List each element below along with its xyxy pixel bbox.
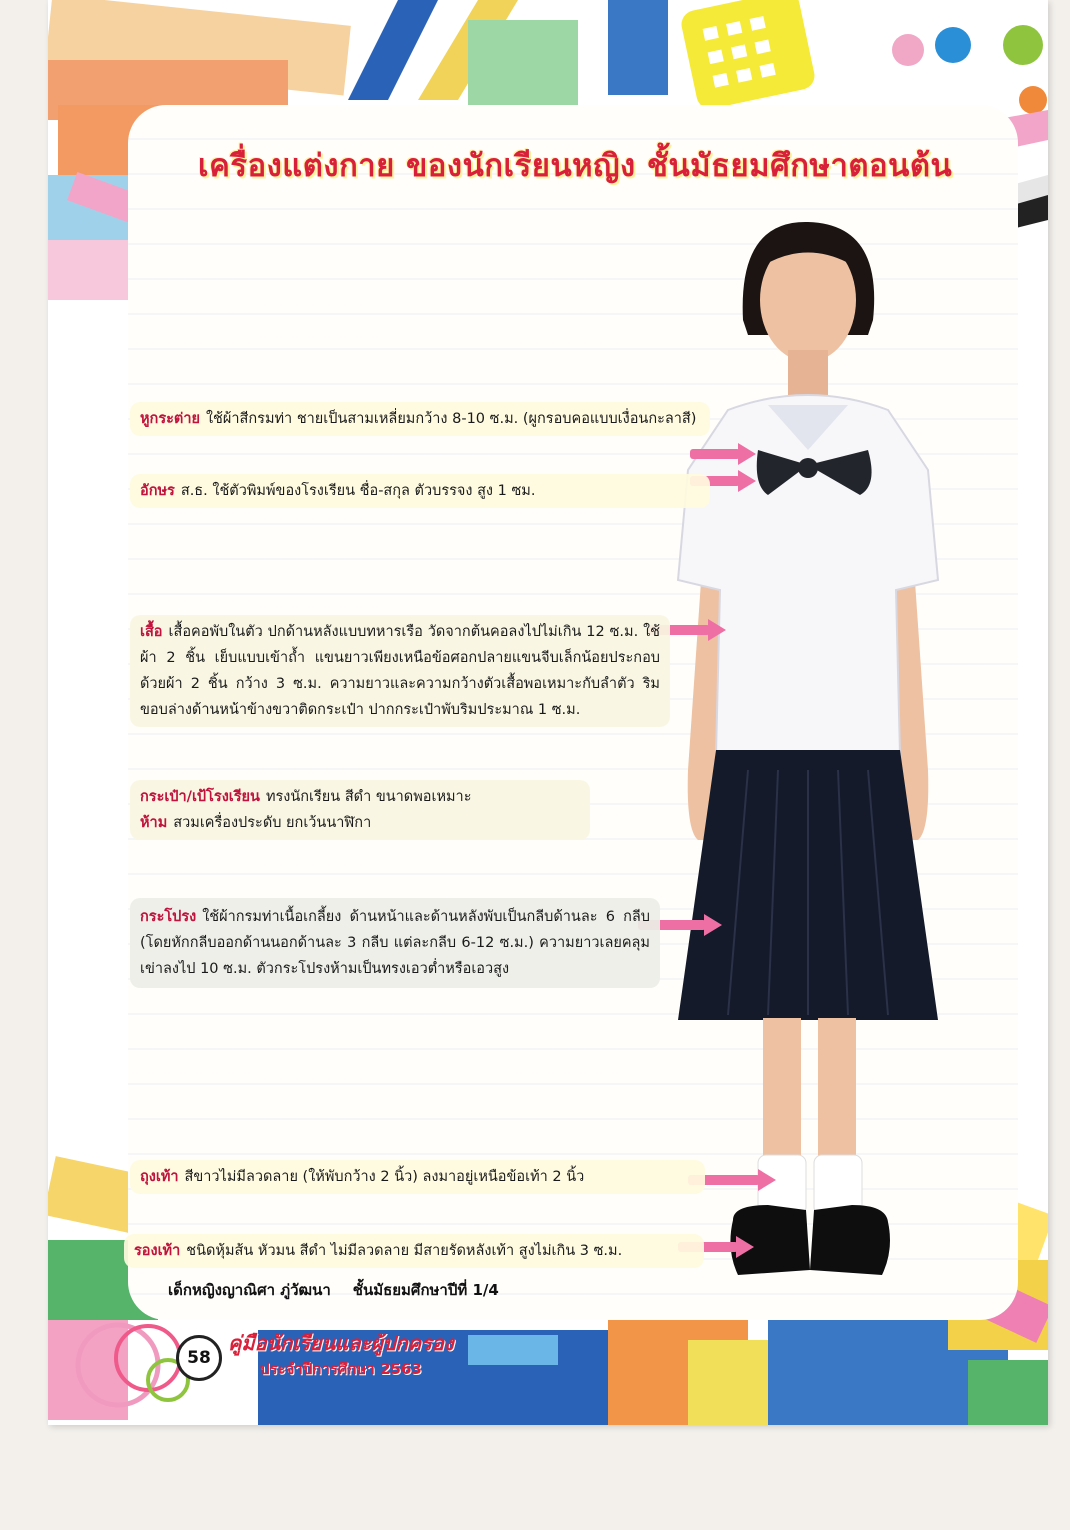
socks-description (130, 1160, 705, 1194)
student-uniform-illustration (638, 210, 978, 1290)
academic-year: ประจำปีการศึกษา 2563 (260, 1360, 422, 1378)
bow-text: ใช้ผ้าสีกรมท่า ชายเป็นสามเหลี่ยมกว้าง 8-10 ซ.ม. (ผูกรอบคอแบบเงื่อนกะลาสี) (205, 411, 697, 427)
student-grade: ชั้นมัธยมศึกษาปีที่ 1/4 (352, 1281, 499, 1299)
bow-description (130, 402, 710, 436)
page-number: 58 (176, 1335, 222, 1381)
skirt-description (130, 898, 660, 988)
letters-description (130, 474, 710, 508)
student-caption (168, 1278, 521, 1302)
skirt-text: ใช้ผ้ากรมท่าเนื้อเกลี้ยง ด้านหน้าและด้านหลังพับเป็นกลีบด้านละ 6 กลีบ (โดยหักกลีบออกด้านนอกด้านละ 3 กลีบ แต่ละกลีบ 6-12 ซ.ม.) ความยาวเลยคลุมเข่าลงไป 10 ซ.ม. ตัวกระโปรงห้ามเป็นทรงเอวต่ำหรือเอวสูง (140, 909, 650, 977)
bag-description (130, 780, 590, 840)
letters-text: ส.ธ. ใช้ตัวพิมพ์ของโรงเรียน ชื่อ-สกุล ตัวบรรจง สูง 1 ซม. (180, 483, 536, 499)
page-title: เครื่องแต่งกาย ของนักเรียนหญิง ชั้นมัธยมศึกษาตอนต้น (198, 148, 953, 184)
bag-text: ทรงนักเรียน สีดำ ขนาดพอเหมาะ (265, 789, 472, 805)
letters-label: อักษร (140, 483, 175, 499)
shoes-description (124, 1234, 704, 1268)
student-name: เด็กหญิงญาณิศา ภู่วัฒนา (168, 1281, 331, 1299)
bag-label: กระเป๋า/เป้โรงเรียน (140, 789, 260, 805)
skirt-label: กระโปรง (140, 909, 197, 925)
shirt-description (130, 615, 670, 727)
shirt-text: เสื้อคอพับในตัว ปกด้านหลังแบบทหารเรือ วัดจากต้นคอลงไปไม่เกิน 12 ซ.ม. ใช้ผ้า 2 ชิ้น เย็บแบบเข้าถ้ำ แขนยาวเพียงเหนือข้อศอกปลายแขนจีบเล็กน้อยประกอบด้วยผ้า 2 ชิ้น กว้าง 3 ซ.ม. ความยาวและความกว้างตัวเสื้อพอเหมาะกับลำตัว ริมขอบล่างด้านหน้าข้างขวาติดกระเป๋า ปากกระเป๋าพับริมประมาณ 1 ซ.ม. (140, 624, 660, 718)
shoes-text: ชนิดหุ้มส้น หัวมน สีดำ ไม่มีลวดลาย มีสายรัดหลังเท้า สูงไม่เกิน 3 ซ.ม. (186, 1243, 623, 1259)
bow-label: หูกระต่าย (140, 411, 200, 427)
book-title: คู่มือนักเรียนและผู้ปกครอง (228, 1331, 454, 1355)
forbid-label: ห้าม (140, 815, 168, 831)
socks-text: สีขาวไม่มีลวดลาย (ให้พับกว้าง 2 นิ้ว) ลงมาอยู่เหนือข้อเท้า 2 นิ้ว (184, 1169, 585, 1185)
document-page (48, 0, 1048, 1425)
forbid-text: สวมเครื่องประดับ ยกเว้นนาฬิกา (173, 815, 372, 831)
shirt-label: เสื้อ (140, 624, 163, 640)
socks-label: ถุงเท้า (140, 1169, 179, 1185)
arrow-bow (690, 449, 740, 459)
shoes-label: รองเท้า (134, 1243, 181, 1259)
